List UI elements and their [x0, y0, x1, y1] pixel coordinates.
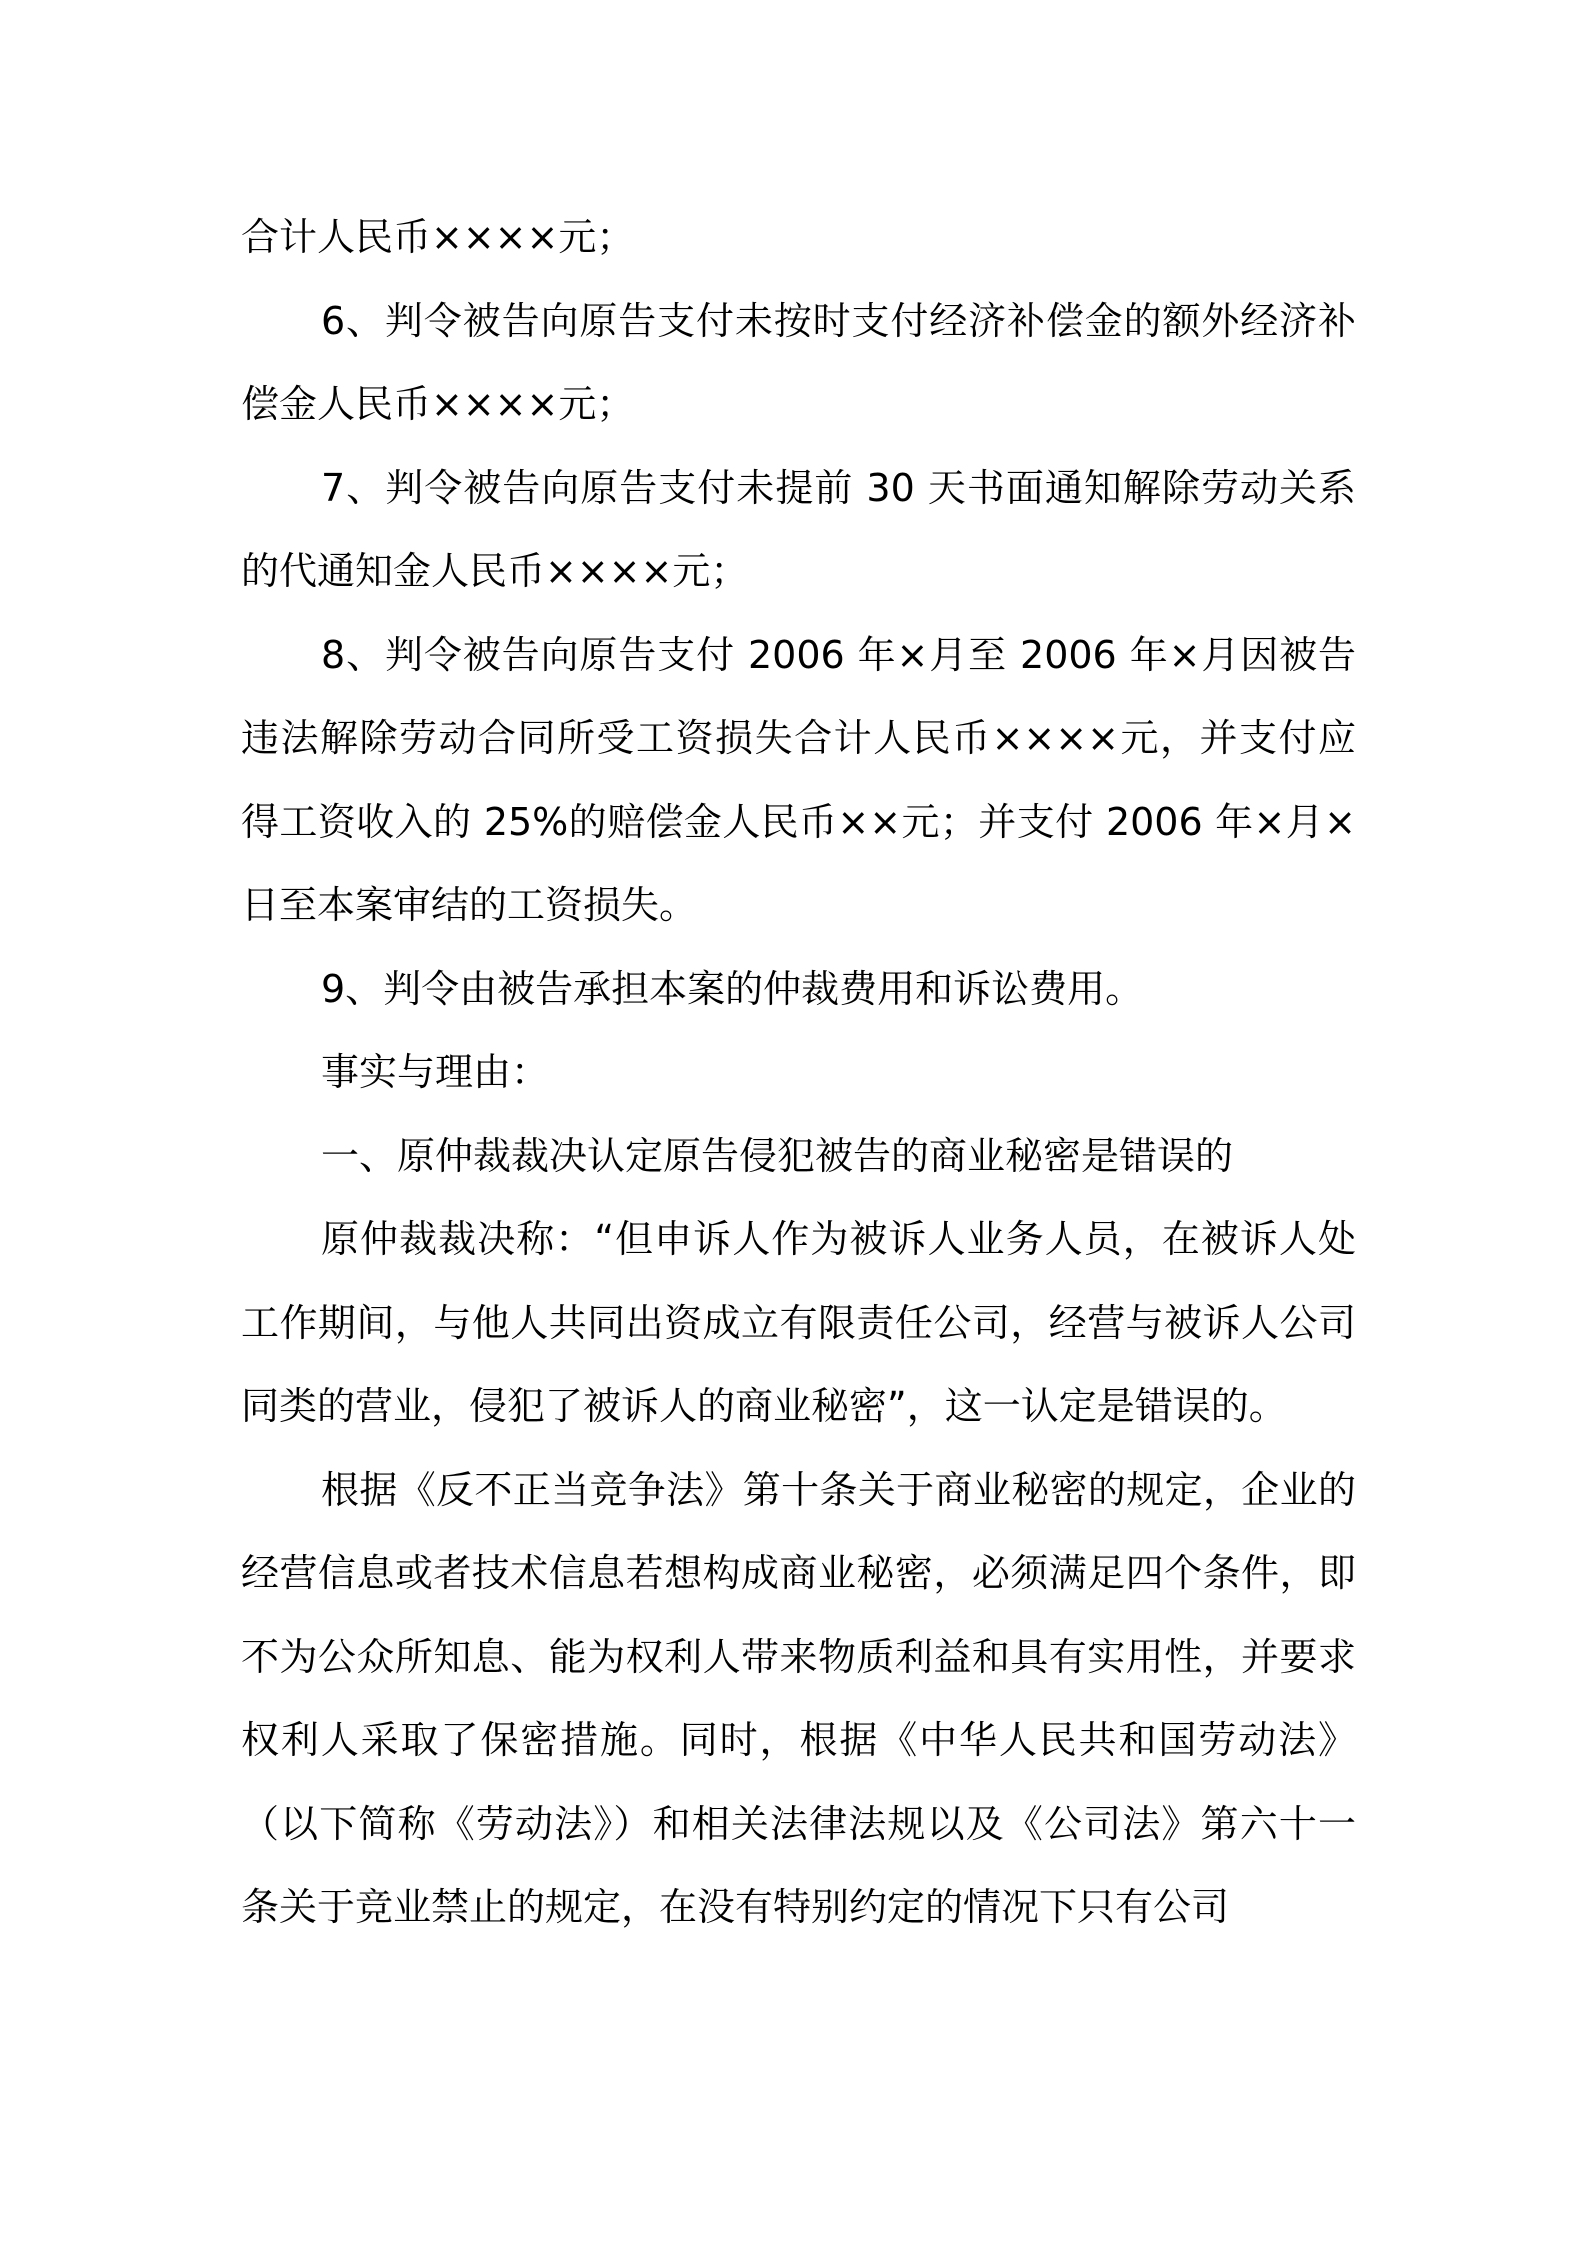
paragraph-1: 合计人民币××××元；: [241, 215, 635, 259]
section-heading-facts: 事实与理由：: [321, 1050, 550, 1094]
paragraph-5: 9、判令由被告承担本案的仲裁费用和诉讼费用。: [321, 966, 1144, 1011]
paragraph-4: 8、判令被告向原告支付 2006 年×月至 2006 年×月因被告违法解除劳动合同所受工资损失合计人民币××××元，并支付应得工资收入的 25%的赔偿金人民币××元；并支付 2006 年×月×日至本案审结的工资损失。: [241, 632, 1356, 927]
section-heading-1: 一、原仲裁裁决认定原告侵犯被告的商业秘密是错误的: [321, 1133, 1234, 1178]
document-page: [241, 196, 1356, 1950]
paragraph-quote: 原仲裁裁决称：“但申诉人作为被诉人业务人员，在被诉人处工作期间，与他人共同出资成立有限责任公司，经营与被诉人公司同类的营业，侵犯了被诉人的商业秘密”，这一认定是错误的。: [241, 1217, 1356, 1428]
paragraph-law: 根据《反不正当竞争法》第十条关于商业秘密的规定，企业的经营信息或者技术信息若想构成商业秘密，必须满足四个条件，即不为公众所知息、能为权利人带来物质利益和具有实用性，并要求权利人采取了保密措施。同时，根据《中华人民共和国劳动法》（以下简称《劳动法》）和相关法律法规以及《公司法》第六十一条关于竞业禁止的规定，在没有特别约定的情况下只有公司: [241, 1467, 1356, 1929]
paragraph-2: 6、判令被告向原告支付未按时支付经济补偿金的额外经济补偿金人民币××××元；: [241, 298, 1356, 426]
paragraph-3: 7、判令被告向原告支付未提前 30 天书面通知解除劳动关系的代通知金人民币××××元；: [241, 465, 1356, 593]
